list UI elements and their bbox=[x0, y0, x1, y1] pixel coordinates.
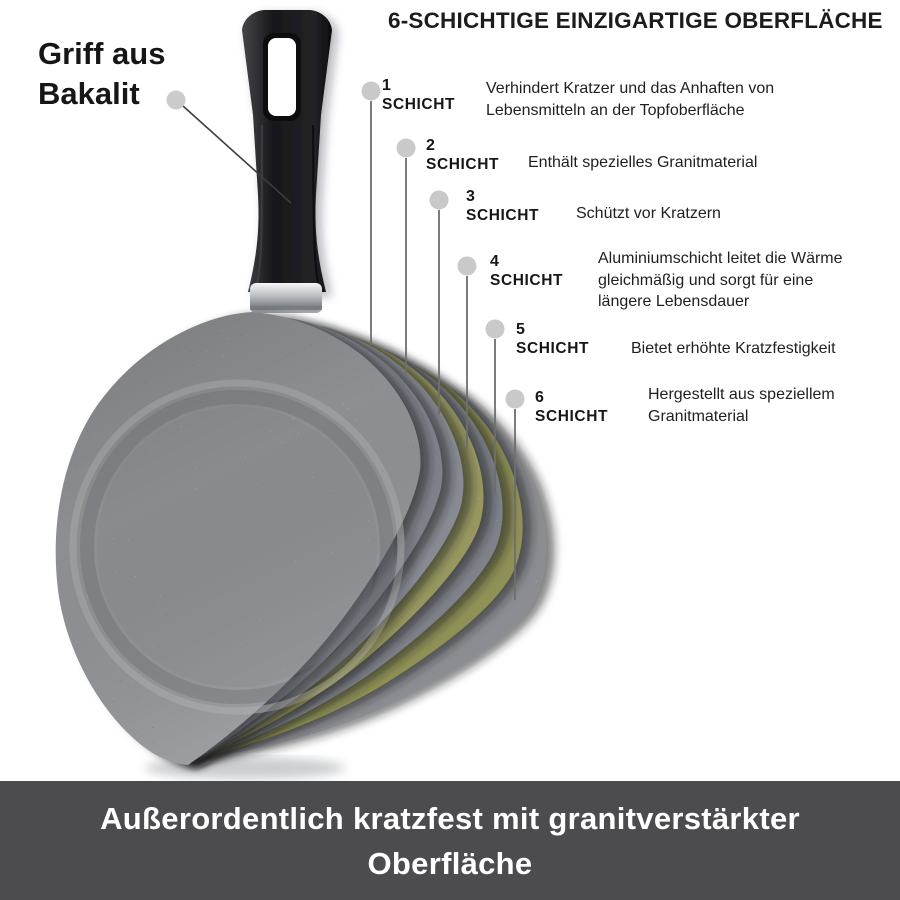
layer-4-word: SCHICHT bbox=[490, 272, 564, 289]
layer-3-label bbox=[466, 187, 539, 225]
layer-3-number: 3 bbox=[466, 188, 475, 205]
layer-6-number: 6 bbox=[535, 389, 544, 406]
layer-5-number: 5 bbox=[516, 321, 525, 338]
layer-5-label bbox=[516, 320, 589, 358]
layer-4-description: Aluminiumschicht leitet die Wärme gleichmäßig und sorgt für eine längere Lebensdauer bbox=[598, 250, 843, 310]
leader-dot-6 bbox=[506, 390, 525, 409]
leader-dot-5 bbox=[486, 320, 505, 339]
banner-text: Außerordentlich kratzfest mit granitverstärkter Oberfläche bbox=[100, 800, 800, 881]
leader-dot-4 bbox=[458, 257, 477, 276]
handle-callout-label: Griff aus Bakalit bbox=[38, 36, 166, 111]
leader-dot-3 bbox=[430, 191, 449, 210]
layer-2-description: Enthält spezielles Granitmaterial bbox=[528, 154, 758, 171]
layer-2-label bbox=[426, 136, 499, 174]
layer-5-description: Bietet erhöhte Kratzfestigkeit bbox=[631, 340, 836, 357]
layer-2-number: 2 bbox=[426, 137, 435, 154]
layer-3-word: SCHICHT bbox=[466, 207, 540, 224]
layer-1-word: SCHICHT bbox=[382, 96, 456, 113]
layer-1-description: Verhindert Kratzer und das Anhaften von Lebensmitteln an der Topfoberfläche bbox=[486, 80, 775, 119]
bottom-banner bbox=[0, 781, 900, 900]
layer-4-label bbox=[490, 252, 563, 290]
layer-2-word: SCHICHT bbox=[426, 156, 500, 173]
layer-4-number: 4 bbox=[490, 253, 499, 270]
layer-1-label bbox=[382, 76, 455, 114]
leader-dot-1 bbox=[362, 82, 381, 101]
layer-5-word: SCHICHT bbox=[516, 340, 590, 357]
handle-collar bbox=[250, 283, 322, 313]
layer-6-word: SCHICHT bbox=[535, 408, 609, 425]
page-title: 6-SCHICHTIGE EINZIGARTIGE OBERFLÄCHE bbox=[388, 8, 883, 33]
layer-3-description: Schützt vor Kratzern bbox=[576, 205, 721, 222]
layer-1-number: 1 bbox=[382, 77, 391, 94]
layer-6-label bbox=[535, 388, 608, 426]
pan-handle bbox=[242, 10, 332, 292]
leader-dot-2 bbox=[397, 139, 416, 158]
layer-6-description: Hergestellt aus speziellem Granitmaterial bbox=[648, 386, 835, 425]
